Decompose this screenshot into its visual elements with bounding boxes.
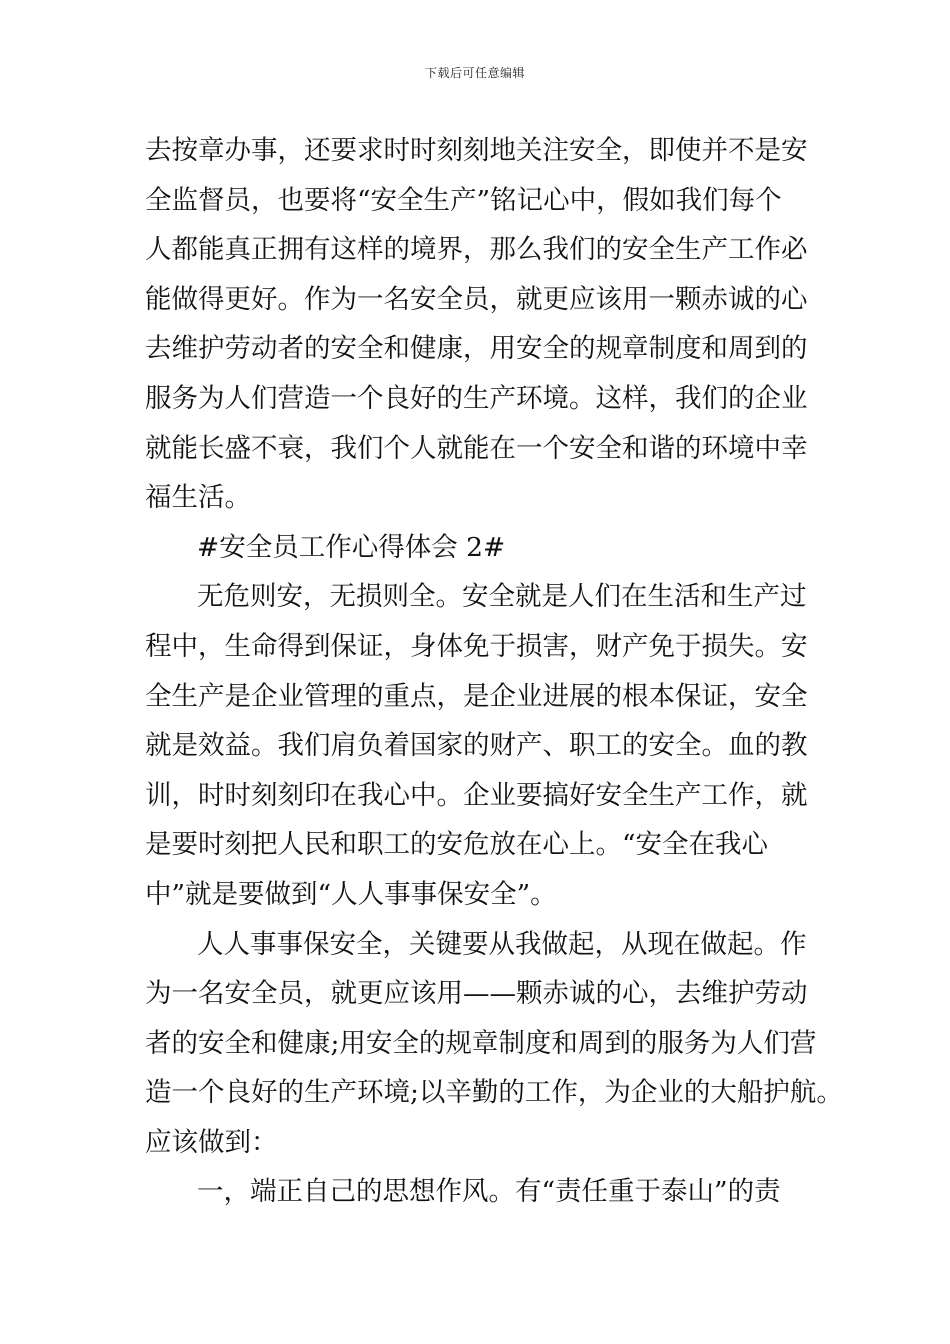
document-body	[145, 126, 843, 1217]
text-line: 全生产是企业管理的重点，是企业进展的根本保证，安全	[145, 680, 808, 712]
text-line: 程中，生命得到保证，身体免于损害，财产免于损失。安	[145, 630, 808, 662]
text-line: 者的安全和健康;用安全的规章制度和周到的服务为人们营	[145, 1027, 817, 1059]
text-line: 福生活。	[145, 482, 251, 514]
text-line: 训，时时刻刻印在我心中。企业要搞好安全生产工作，就	[145, 779, 808, 811]
text-line: 去按章办事，还要求时时刻刻地关注安全，即使并不是安	[145, 135, 808, 166]
section-heading: #安全员工作心得体会 2#	[197, 531, 506, 563]
text-line: 就是效益。我们肩负着国家的财产、职工的安全。血的教	[145, 730, 808, 762]
text-line: 是要时刻把人民和职工的安危放在心上。“安全在我心	[145, 829, 769, 861]
text-line: 全监督员，也要将“安全生产”铭记心中，假如我们每个	[145, 184, 782, 216]
text-line: 去维护劳动者的安全和健康，用安全的规章制度和周到的	[145, 333, 808, 365]
text-line: 一，端正自己的思想作风。有“责任重于泰山”的责	[197, 1176, 781, 1208]
text-line: 服务为人们营造一个良好的生产环境。这样，我们的企业	[145, 382, 808, 414]
text-line: 造一个良好的生产环境;以辛勤的工作，为企业的大船护航。	[145, 1077, 843, 1109]
text-line: 无危则安，无损则全。安全就是人们在生活和生产过	[197, 581, 807, 613]
page-header: 下载后可任意编辑	[424, 66, 525, 80]
text-line: 人都能真正拥有这样的境界，那么我们的安全生产工作必	[145, 234, 808, 266]
text-line: 能做得更好。作为一名安全员，就更应该用一颗赤诚的心	[145, 283, 808, 315]
text-line: 中”就是要做到“人人事事保安全”。	[145, 878, 557, 910]
text-line: 就能长盛不衰，我们个人就能在一个安全和谐的环境中幸	[145, 432, 808, 464]
text-line: 应该做到：	[145, 1126, 278, 1158]
text-line: 人人事事保安全，关键要从我做起，从现在做起。作	[197, 928, 807, 960]
text-line: 为一名安全员，就更应该用——颗赤诚的心，去维护劳动	[145, 978, 808, 1010]
